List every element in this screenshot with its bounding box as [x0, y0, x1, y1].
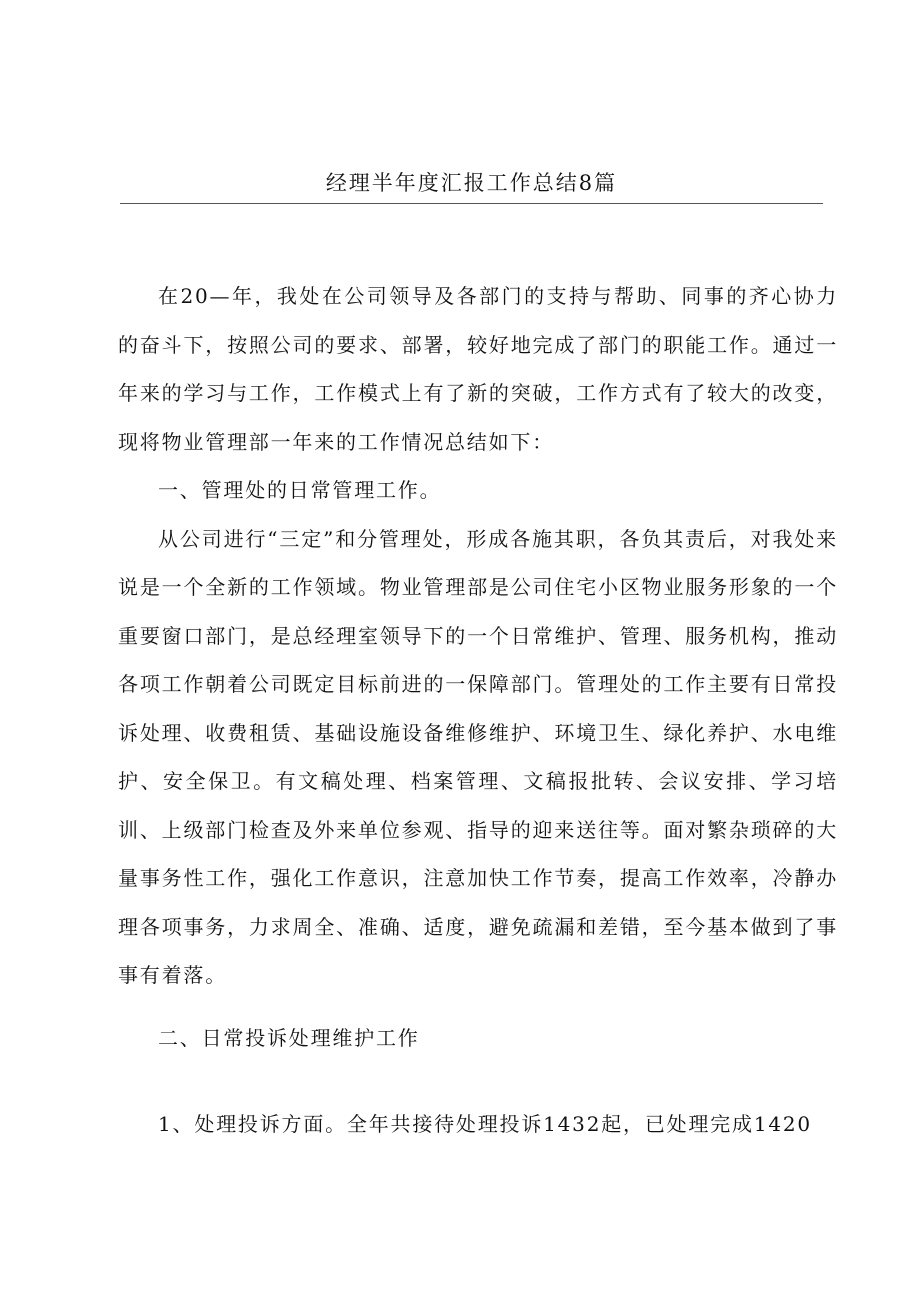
- paragraph-complaints: 1、处理投诉方面。全年共接待处理投诉1432起，已处理完成1420: [158, 1112, 812, 1136]
- title-underline: [120, 203, 823, 204]
- document-title: 经理半年度汇报工作总结8篇: [325, 171, 618, 195]
- document-body: [118, 272, 838, 1149]
- section-heading-2: 二、日常投诉处理维护工作: [158, 1025, 420, 1050]
- paragraph-intro: 在20—年，我处在公司领导及各部门的支持与帮助、同事的齐心协力的奋斗下，按照公司的要求、部署，较好地完成了部门的职能工作。通过一年来的学习与工作，工作模式上有了新的突破，工作方式有了较大的改变，现将物业管理部一年来的工作情况总结如下：: [118, 284, 838, 454]
- section-heading-1: 一、管理处的日常管理工作。: [158, 478, 442, 502]
- paragraph-daily-management: 从公司进行“三定”和分管理处，形成各施其职，各负其责后，对我处来说是一个全新的工作领域。物业管理部是公司住宅小区物业服务形象的一个重要窗口部门，是总经理室领导下的一个日常维护、管理、服务机构，推动各项工作朝着公司既定目标前进的一保障部门。管理处的工作主要有日常投诉处理、收费租赁、基础设施设备维修维护、环境卫生、绿化养护、水电维护、安全保卫。有文稿处理、档案管理、文稿报批转、会议安排、学习培训、上级部门检查及外来单位参观、指导的迎来送往等。面对繁杂琐碎的大量事务性工作，强化工作意识，注意加快工作节奏，提高工作效率，冷静办理各项事务，力求周全、准确、适度，避免疏漏和差错，至今基本做到了事事有着落。: [118, 526, 838, 987]
